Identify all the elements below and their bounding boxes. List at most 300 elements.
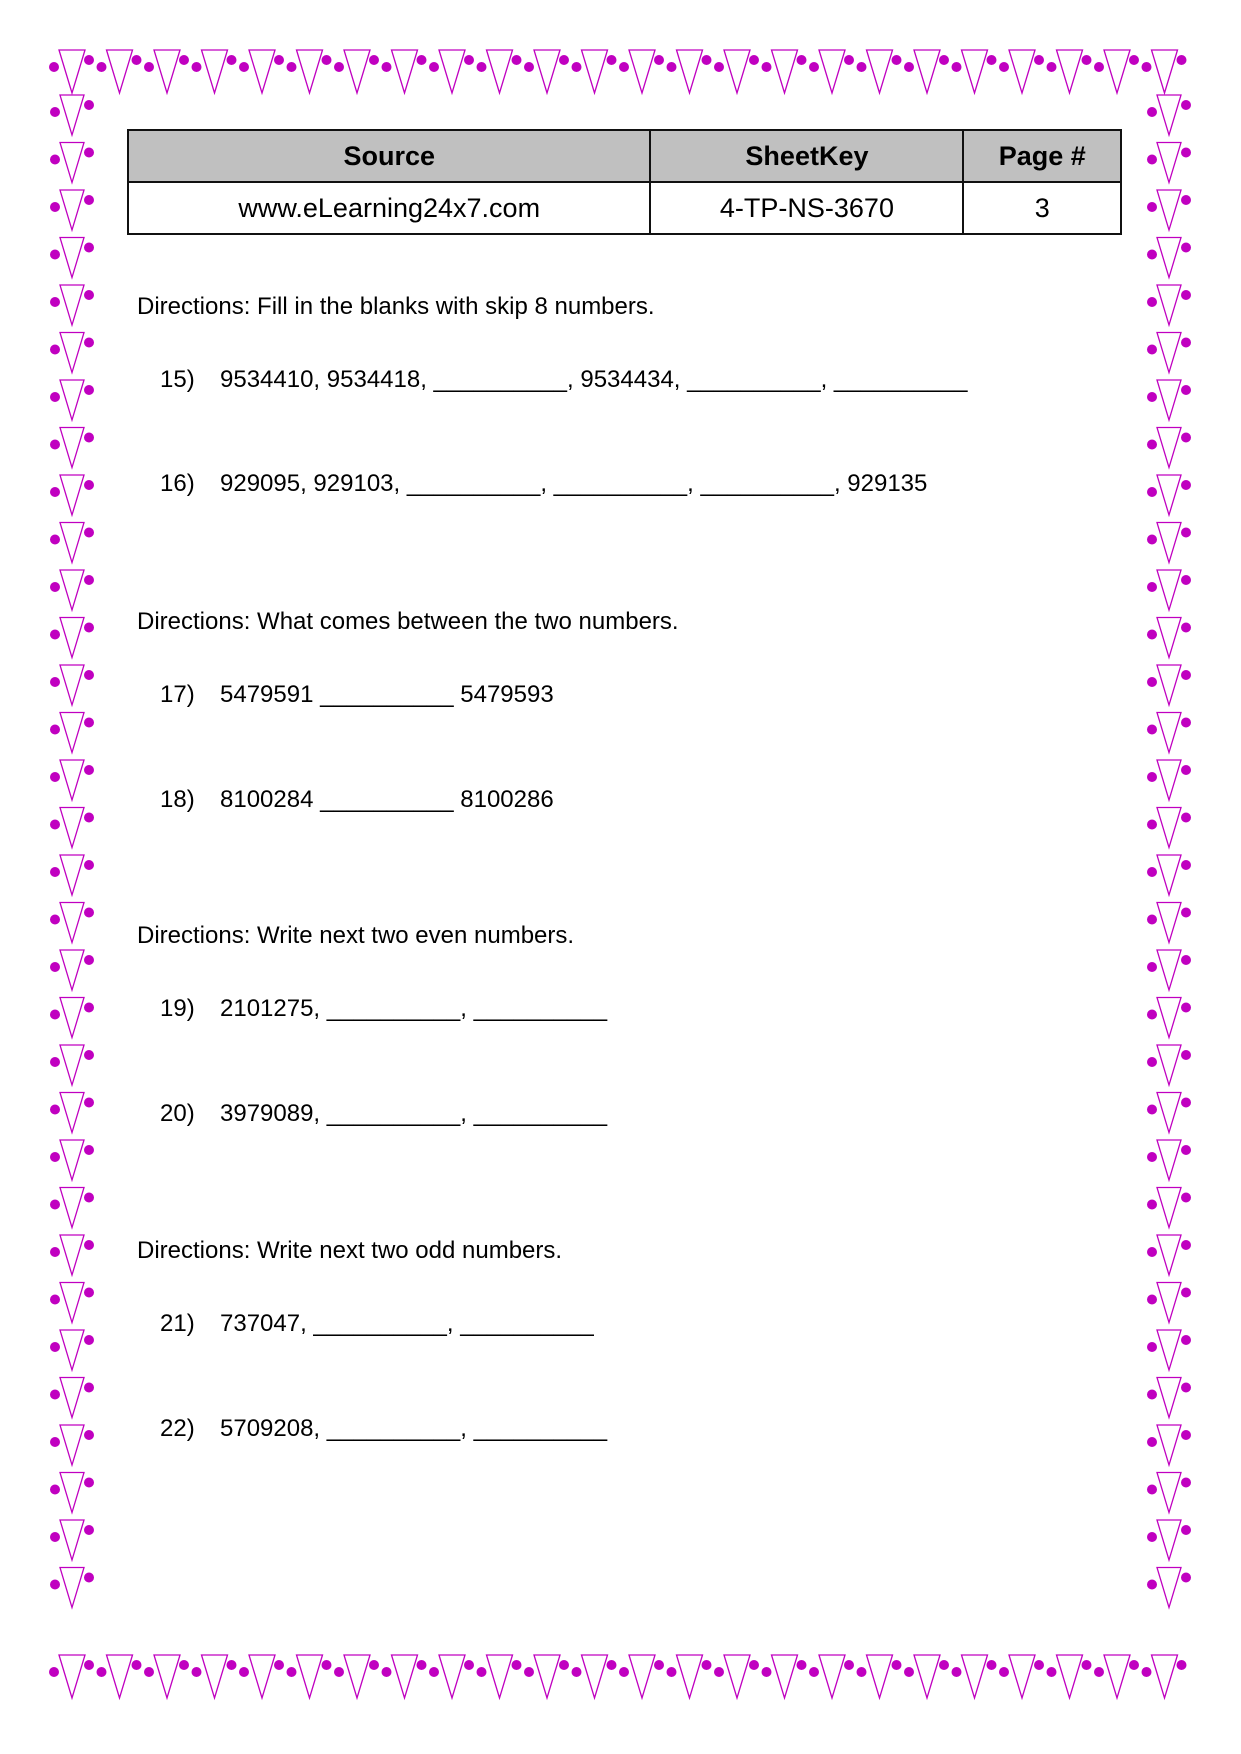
border-right-triangle [1157,1330,1181,1370]
question-19 [160,995,607,1023]
border-top-dot [572,62,582,72]
border-right-triangle [1157,190,1181,230]
border-right-dot [1147,1437,1157,1447]
border-top-dot [667,62,677,72]
border-right-dot [1147,582,1157,592]
question-number: 19) [160,995,195,1022]
border-left-triangle [60,238,84,278]
border-bottom-dot [762,1667,772,1677]
border-bottom-triangle [439,1655,465,1698]
directions-even: Directions: Write next two even numbers. [137,922,575,949]
border-left-triangle [60,1330,84,1370]
border-left-dot [84,860,94,870]
border-bottom-triangle [344,1655,370,1698]
border-left-dot [84,1050,94,1060]
border-bottom-triangle [724,1655,750,1698]
border-bottom-triangle [867,1655,893,1698]
border-right-triangle [1157,1045,1181,1085]
border-bottom-dot [1129,1660,1139,1670]
border-left-dot [84,338,94,348]
border-left-dot [84,1145,94,1155]
border-bottom-dot [227,1660,237,1670]
question-text: 737047, __________, __________ [220,1310,594,1337]
border-left-dot [84,1098,94,1108]
border-left-dot [84,480,94,490]
border-left-triangle [60,143,84,183]
border-right-triangle [1157,570,1181,610]
border-bottom-dot [1082,1660,1092,1670]
border-left-dot [84,1525,94,1535]
border-left-triangle [60,903,84,943]
border-bottom-dot [904,1667,914,1677]
border-left-dot [50,297,60,307]
border-top-dot [1082,55,1092,65]
border-bottom-dot [512,1660,522,1670]
border-top-dot [369,55,379,65]
border-top-dot [1034,55,1044,65]
question-21 [160,1310,594,1338]
question-text: 5709208, __________, __________ [220,1415,608,1442]
border-right-dot [1147,392,1157,402]
border-top-dot [904,62,914,72]
border-bottom-dot [524,1667,534,1677]
border-top-dot [464,55,474,65]
border-right-dot [1147,345,1157,355]
border-bottom-dot [274,1660,284,1670]
border-left-dot [50,487,60,497]
border-left-triangle [60,95,84,135]
border-right-dot [1147,1152,1157,1162]
border-left-triangle [60,475,84,515]
border-bottom-dot [892,1660,902,1670]
border-bottom-triangle [297,1655,323,1698]
border-bottom-dot [654,1660,664,1670]
border-bottom-dot [334,1667,344,1677]
border-right-dot [1147,772,1157,782]
border-top-triangle [914,50,940,93]
border-bottom-dot [1047,1667,1057,1677]
border-right-triangle [1157,143,1181,183]
border-bottom-dot [939,1660,949,1670]
border-bottom-dot [607,1660,617,1670]
border-left-triangle [60,760,84,800]
border-left-triangle [60,428,84,468]
border-bottom-dot [619,1667,629,1677]
question-text: 5479591 __________ 5479593 [220,681,554,708]
border-top-triangle [107,50,133,93]
border-bottom-triangle [1009,1655,1035,1698]
border-top-triangle [867,50,893,93]
border-right-triangle [1157,238,1181,278]
border-left-dot [50,1437,60,1447]
border-right-dot [1181,433,1191,443]
border-left-triangle [60,808,84,848]
border-bottom-dot [369,1660,379,1670]
border-bottom-dot [559,1660,569,1670]
border-left-dot [84,1240,94,1250]
border-bottom-dot [999,1667,1009,1677]
border-top-triangle [582,50,608,93]
border-left-dot [50,1152,60,1162]
border-bottom-dot [84,1660,94,1670]
border-top-triangle [534,50,560,93]
border-left-dot [84,148,94,158]
border-right-dot [1181,480,1191,490]
border-bottom-triangle [962,1655,988,1698]
border-left-dot [84,243,94,253]
border-top-dot [97,62,107,72]
question-text: 3979089, __________, __________ [220,1100,608,1127]
border-right-dot [1181,670,1191,680]
border-left-dot [50,867,60,877]
border-left-dot [50,1200,60,1210]
border-left-dot [50,915,60,925]
border-bottom-triangle [914,1655,940,1698]
border-top-triangle [1009,50,1035,93]
border-left-dot [84,955,94,965]
border-right-triangle [1157,475,1181,515]
border-right-dot [1147,1010,1157,1020]
border-left-dot [84,1383,94,1393]
border-left-triangle [60,1235,84,1275]
border-right-triangle [1157,1425,1181,1465]
border-right-triangle [1157,1093,1181,1133]
border-right-triangle [1157,1378,1181,1418]
border-bottom-dot [1177,1660,1187,1670]
border-left-dot [50,820,60,830]
border-top-dot [607,55,617,65]
border-top-dot [619,62,629,72]
border-top-triangle [297,50,323,93]
sheetkey-value: 4-TP-NS-3670 [650,182,963,234]
border-bottom-dot [844,1660,854,1670]
border-right-dot [1147,1390,1157,1400]
border-top-dot [49,62,59,72]
border-left-dot [84,100,94,110]
border-top-dot [512,55,522,65]
border-top-triangle [154,50,180,93]
border-top-dot [1094,62,1104,72]
border-top-dot [84,55,94,65]
border-right-dot [1181,1383,1191,1393]
border-bottom-dot [382,1667,392,1677]
directions-between: Directions: What comes between the two numbers. [137,608,679,635]
border-top-dot [144,62,154,72]
question-number: 18) [160,786,195,813]
border-right-dot [1147,250,1157,260]
border-left-dot [50,630,60,640]
border-right-triangle [1157,95,1181,135]
border-top-dot [844,55,854,65]
border-right-dot [1147,107,1157,117]
border-left-triangle [60,1045,84,1085]
border-bottom-triangle [249,1655,275,1698]
directions-skip-8: Directions: Fill in the blanks with skip 8 numbers. [137,293,655,320]
border-left-dot [50,677,60,687]
border-right-dot [1181,1098,1191,1108]
border-right-dot [1147,535,1157,545]
border-right-dot [1147,630,1157,640]
border-top-dot [714,62,724,72]
border-bottom-dot [1142,1667,1152,1677]
border-bottom-triangle [392,1655,418,1698]
border-right-triangle [1157,808,1181,848]
border-left-dot [50,725,60,735]
border-top-dot [952,62,962,72]
border-right-dot [1147,1247,1157,1257]
border-bottom-dot [952,1667,962,1677]
border-left-triangle [60,1568,84,1608]
border-right-dot [1147,725,1157,735]
border-bottom-dot [429,1667,439,1677]
border-left-triangle [60,1140,84,1180]
border-right-dot [1181,718,1191,728]
border-bottom-dot [239,1667,249,1677]
border-bottom-dot [477,1667,487,1677]
border-left-dot [84,670,94,680]
border-right-dot [1147,1105,1157,1115]
border-left-triangle [60,380,84,420]
border-right-dot [1147,487,1157,497]
border-right-dot [1147,1532,1157,1542]
border-right-dot [1181,813,1191,823]
border-bottom-dot [132,1660,142,1670]
border-left-dot [50,107,60,117]
question-17 [160,681,554,709]
border-right-dot [1181,1145,1191,1155]
question-text: 9534410, 9534418, __________, 9534434, __________, __________ [220,366,968,393]
border-left-dot [50,1342,60,1352]
border-bottom-triangle [772,1655,798,1698]
question-number: 16) [160,470,195,497]
border-top-dot [857,62,867,72]
border-left-dot [84,1573,94,1583]
border-top-dot [559,55,569,65]
border-top-dot [477,62,487,72]
border-left-dot [84,623,94,633]
border-right-dot [1181,765,1191,775]
border-right-dot [1147,1057,1157,1067]
border-right-dot [1181,908,1191,918]
source-value: www.eLearning24x7.com [128,182,650,234]
border-top-triangle [59,50,85,93]
border-top-triangle [819,50,845,93]
border-left-triangle [60,1093,84,1133]
question-16 [160,470,927,498]
border-bottom-dot [464,1660,474,1670]
border-top-dot [382,62,392,72]
border-left-triangle [60,1473,84,1513]
border-top-triangle [487,50,513,93]
border-bottom-dot [97,1667,107,1677]
border-top-dot [274,55,284,65]
border-bottom-triangle [677,1655,703,1698]
border-right-dot [1181,575,1191,585]
source-header: Source [128,130,650,182]
border-bottom-dot [322,1660,332,1670]
border-left-triangle [60,1378,84,1418]
question-text: 8100284 __________ 8100286 [220,786,554,813]
border-right-dot [1181,860,1191,870]
border-left-triangle [60,190,84,230]
border-top-triangle [202,50,228,93]
border-right-dot [1181,385,1191,395]
border-top-dot [654,55,664,65]
border-left-dot [84,765,94,775]
page-number-value: 3 [963,182,1121,234]
question-text: 2101275, __________, __________ [220,995,608,1022]
border-right-dot [1181,623,1191,633]
border-top-dot [987,55,997,65]
border-bottom-triangle [1057,1655,1083,1698]
border-top-dot [1142,62,1152,72]
border-right-dot [1181,243,1191,253]
border-right-triangle [1157,1140,1181,1180]
border-bottom-dot [287,1667,297,1677]
border-left-dot [50,1105,60,1115]
border-top-triangle [772,50,798,93]
sheet-info-table [127,129,1122,235]
border-right-dot [1147,440,1157,450]
border-left-dot [50,1485,60,1495]
border-top-dot [179,55,189,65]
border-right-dot [1147,297,1157,307]
border-bottom-dot [1094,1667,1104,1677]
question-number: 22) [160,1415,195,1442]
border-top-dot [132,55,142,65]
border-right-triangle [1157,855,1181,895]
border-right-dot [1181,1478,1191,1488]
border-top-dot [999,62,1009,72]
border-left-triangle [60,950,84,990]
border-left-triangle [60,713,84,753]
border-bottom-dot [667,1667,677,1677]
border-right-dot [1147,1295,1157,1305]
border-top-dot [1047,62,1057,72]
border-left-dot [50,345,60,355]
border-left-dot [50,1295,60,1305]
question-number: 17) [160,681,195,708]
border-left-dot [84,195,94,205]
border-top-dot [1177,55,1187,65]
border-bottom-dot [572,1667,582,1677]
border-top-triangle [392,50,418,93]
border-bottom-triangle [582,1655,608,1698]
border-left-dot [84,1430,94,1440]
border-left-dot [50,1532,60,1542]
border-left-dot [50,1010,60,1020]
border-left-triangle [60,570,84,610]
question-15 [160,366,967,394]
border-bottom-dot [749,1660,759,1670]
border-top-triangle [962,50,988,93]
border-left-dot [50,250,60,260]
question-18 [160,786,554,814]
border-bottom-triangle [487,1655,513,1698]
border-top-triangle [1104,50,1130,93]
border-left-dot [50,1247,60,1257]
border-top-triangle [677,50,703,93]
border-left-triangle [60,1283,84,1323]
border-top-triangle [344,50,370,93]
border-left-dot [84,718,94,728]
border-top-dot [797,55,807,65]
border-top-dot [524,62,534,72]
border-right-triangle [1157,618,1181,658]
border-top-dot [762,62,772,72]
border-right-dot [1181,1430,1191,1440]
border-right-triangle [1157,1520,1181,1560]
border-right-dot [1147,1200,1157,1210]
border-bottom-dot [179,1660,189,1670]
border-left-dot [84,290,94,300]
border-left-triangle [60,998,84,1038]
question-text: 929095, 929103, __________, __________, __________, 929135 [220,470,928,497]
border-bottom-triangle [534,1655,560,1698]
border-left-dot [50,202,60,212]
border-bottom-dot [702,1660,712,1670]
border-right-dot [1181,290,1191,300]
border-right-dot [1181,338,1191,348]
border-right-dot [1181,1240,1191,1250]
border-left-dot [50,1580,60,1590]
border-top-triangle [1057,50,1083,93]
question-22 [160,1415,607,1443]
border-top-triangle [724,50,750,93]
border-right-triangle [1157,523,1181,563]
border-bottom-dot [1034,1660,1044,1670]
border-bottom-triangle [1152,1655,1178,1698]
border-right-triangle [1157,285,1181,325]
border-left-dot [50,440,60,450]
border-top-dot [239,62,249,72]
border-left-triangle [60,855,84,895]
border-bottom-triangle [629,1655,655,1698]
border-top-dot [227,55,237,65]
question-number: 15) [160,366,195,393]
question-number: 20) [160,1100,195,1127]
question-number: 21) [160,1310,195,1337]
border-right-dot [1181,1335,1191,1345]
directions-odd: Directions: Write next two odd numbers. [137,1237,563,1264]
border-right-dot [1147,1580,1157,1590]
border-right-dot [1147,1342,1157,1352]
border-right-dot [1147,962,1157,972]
page-number-header: Page # [963,130,1121,182]
border-left-dot [84,908,94,918]
border-right-triangle [1157,1188,1181,1228]
border-top-dot [429,62,439,72]
border-bottom-triangle [59,1655,85,1698]
border-bottom-dot [809,1667,819,1677]
sheetkey-header: SheetKey [650,130,963,182]
border-bottom-dot [144,1667,154,1677]
sheet-info-header-row [128,130,1121,182]
border-right-dot [1181,148,1191,158]
border-right-triangle [1157,950,1181,990]
border-right-dot [1181,1193,1191,1203]
border-bottom-dot [417,1660,427,1670]
border-left-triangle [60,665,84,705]
border-top-dot [1129,55,1139,65]
border-right-dot [1147,1485,1157,1495]
border-right-dot [1181,1573,1191,1583]
border-left-dot [84,813,94,823]
border-left-dot [50,535,60,545]
border-top-dot [749,55,759,65]
border-top-dot [939,55,949,65]
border-right-triangle [1157,1283,1181,1323]
